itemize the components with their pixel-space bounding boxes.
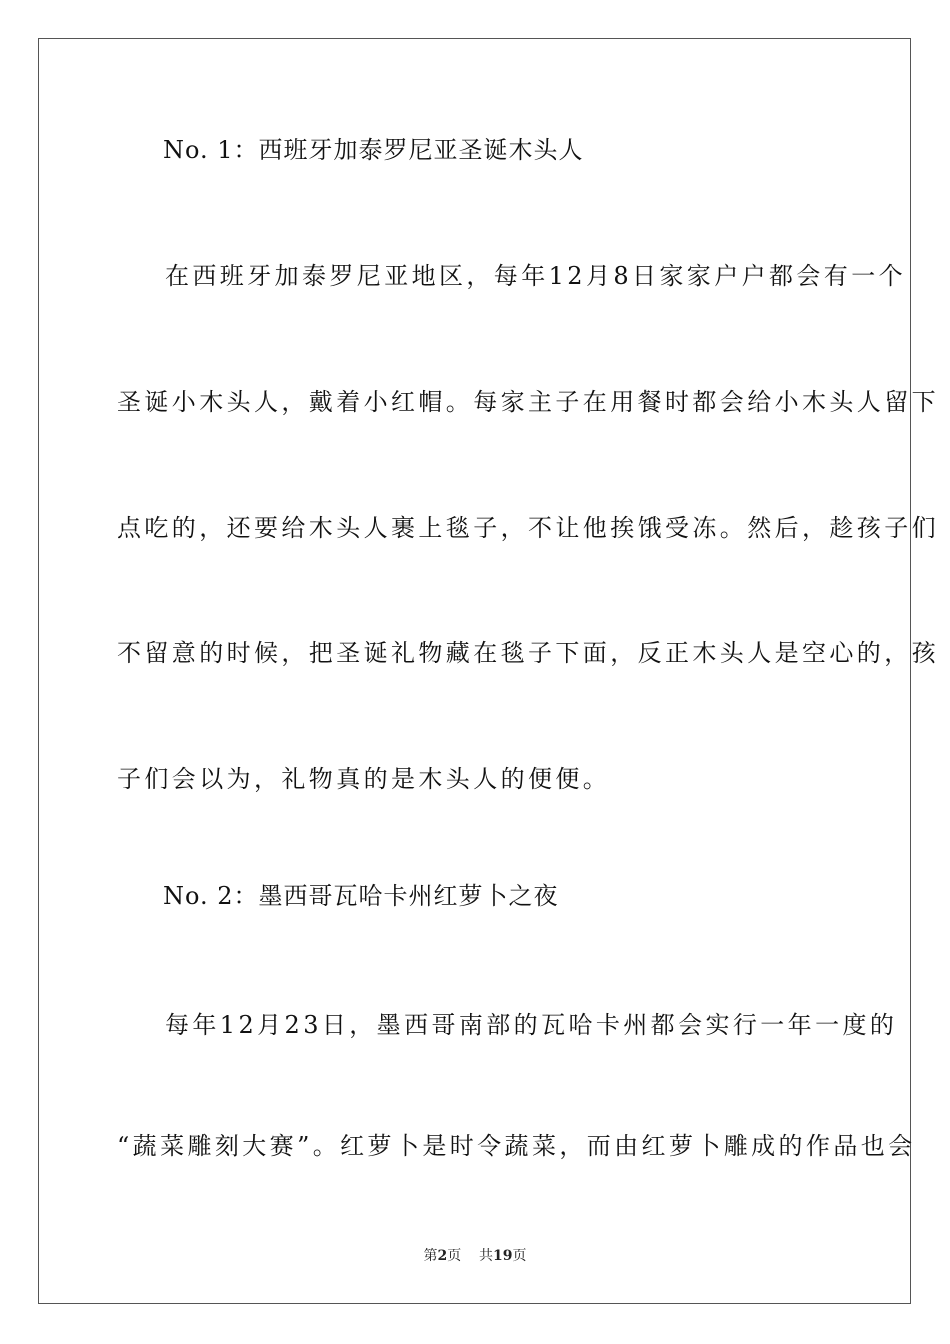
page-footer (0, 1247, 950, 1265)
page-suffix: 页 (447, 1248, 462, 1264)
paragraph-1-line-5: 子们会以为，礼物真的是木头人的便便。 (117, 765, 611, 793)
paragraph-2-line-2: “蔬菜雕刻大赛”。红萝卜是时令蔬菜，而由红萝卜雕成的作品也会 (117, 1132, 916, 1160)
paragraph-1-line-1: 在西班牙加泰罗尼亚地区，每年12月8日家家户户都会有一个 (165, 262, 907, 290)
page-number: 2 (437, 1248, 448, 1264)
total-prefix: 共 (479, 1248, 494, 1264)
section-heading-1: No. 1：西班牙加泰罗尼亚圣诞木头人 (163, 136, 584, 164)
total-pages: 19 (493, 1248, 513, 1264)
page-prefix: 第 (423, 1248, 438, 1264)
section-heading-2: No. 2：墨西哥瓦哈卡州红萝卜之夜 (163, 882, 559, 910)
paragraph-1-line-2: 圣诞小木头人，戴着小红帽。每家主子在用餐时都会给小木头人留下 (117, 388, 939, 416)
paragraph-1-line-4: 不留意的时候，把圣诞礼物藏在毯子下面，反正木头人是空心的，孩 (117, 639, 939, 667)
paragraph-2-line-1: 每年12月23日，墨西哥南部的瓦哈卡州都会实行一年一度的 (165, 1011, 898, 1039)
page-border (38, 38, 939, 1304)
total-suffix: 页 (512, 1248, 527, 1264)
paragraph-1-line-3: 点吃的，还要给木头人裹上毯子，不让他挨饿受冻。然后，趁孩子们 (117, 514, 939, 542)
